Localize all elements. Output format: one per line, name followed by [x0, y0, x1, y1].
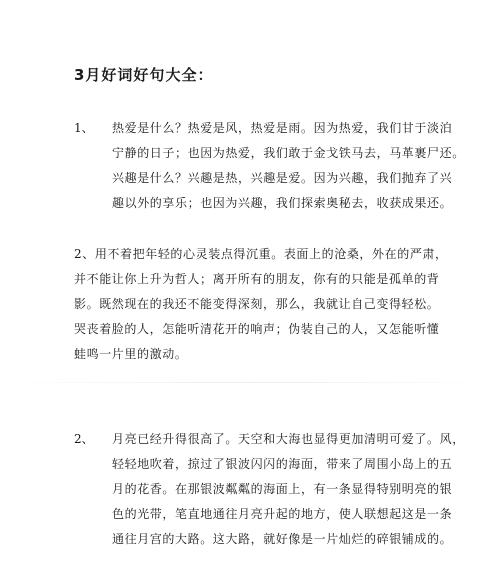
section-3-line: 月的花香。在那银波粼粼的海面上，有一条显得特别明亮的银 — [112, 482, 453, 496]
section-1-paragraph — [112, 116, 465, 216]
page-divider — [0, 382, 500, 383]
section-2-line: 蛙鸣一片里的激动。 — [74, 347, 188, 361]
section-1-number: 1、 — [74, 121, 94, 135]
section-1-line: 热爱是什么？热爱是风，热爱是雨。因为热爱，我们甘于淡泊 — [112, 121, 453, 135]
section-1-line: 趣以外的享乐；也因为兴趣，我们探索奥秘去，收获成果还。 — [112, 196, 453, 210]
section-2-line: 2、用不着把年轻的心灵装点得沉重。表面上的沧桑，外在的严肃， — [74, 247, 448, 261]
section-3-line: 月亮已经升得很高了。天空和大海也显得更加清明可爱了。风， — [112, 432, 465, 446]
section-3-paragraph — [112, 427, 465, 552]
section-2-line: 并不能让你上升为哲人；离开所有的朋友，你有的只能是孤单的背 — [74, 272, 440, 286]
section-3-number: 2、 — [74, 432, 94, 446]
section-3-line: 通往月宫的大路。这大路，就好像是一片灿烂的碎银铺成的。 — [112, 532, 453, 546]
section-2-paragraph — [74, 242, 448, 367]
section-3-line: 色的光带，笔直地通往月亮升起的地方，使人联想起这是一条 — [112, 507, 453, 521]
section-3-line: 轻轻地吹着，掠过了银波闪闪的海面，带来了周围小岛上的五 — [112, 457, 453, 471]
document-title: 3月好词好句大全： — [74, 66, 214, 84]
section-2-line: 哭丧着脸的人，怎能听清花开的响声；伪装自己的人，又怎能听懂 — [74, 322, 440, 336]
section-2-line: 影。既然现在的我还不能变得深刻，那么，我就让自己变得轻松。 — [74, 297, 440, 311]
section-1-line: 宁静的日子；也因为热爱，我们敢于金戈铁马去，马革裹尸还。 — [112, 146, 465, 160]
section-1-line: 兴趣是什么？兴趣是热，兴趣是爱。因为兴趣，我们抛弃了兴 — [112, 171, 453, 185]
